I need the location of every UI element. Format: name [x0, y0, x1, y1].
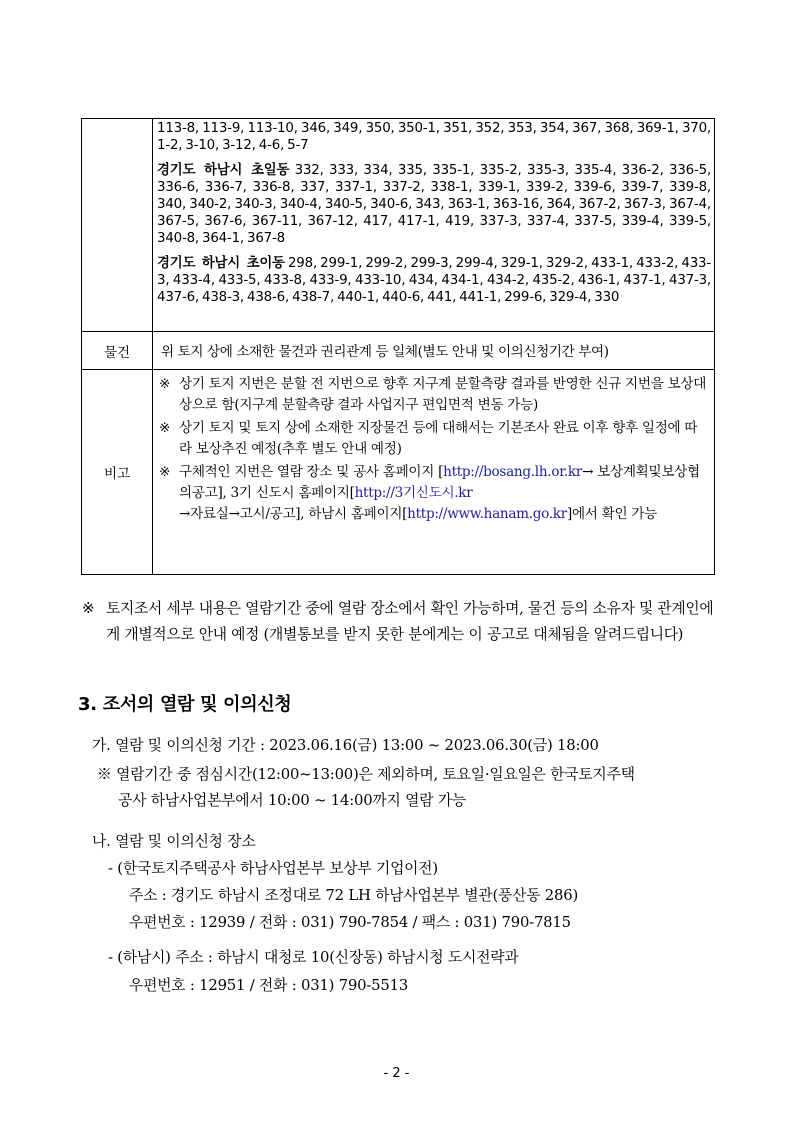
footnote	[82, 596, 722, 648]
page-number: - 2 -	[383, 1066, 410, 1081]
note3-part-b: → 보상계획및보상협의공고], 3기 신도시 홈페이지[	[179, 464, 700, 501]
hanam-city-link[interactable]: http://www.hanam.go.kr	[407, 506, 567, 522]
inspection-period-note-line-2: 공사 하남사업본부에서 10:00 ~ 14:00까지 열람 가능	[118, 792, 467, 809]
lots-choi2: 298, 299-1, 299-2, 299-3, 299-4, 329-1, 329-2, 433-1, 433-2, 433-3, 433-4, 433-5, 433-8, 433-9, 433-10, 434, 434-1, 434-2, 435-2, 436-1, 437-1, 437-3, 437-6, 438-3, 438-6, 438-7, 440-1, 440-6, 441, 441-1, 299-6, 329-4, 330	[157, 256, 711, 305]
goods-content: 위 토지 상에 소재한 물건과 권리관계 등 일체(별도 안내 및 이의신청기간 부여)	[153, 332, 715, 370]
note3-part-d: ]에서 확인 가능	[566, 506, 657, 522]
place-name-choi2: 경기도 하남시 초이동	[157, 256, 285, 271]
note3-part-c: →자료실→고시/공고], 하남시 홈페이지[	[179, 506, 408, 522]
goods-row	[82, 332, 715, 370]
inspection-place-heading: 나. 열람 및 이의신청 장소	[92, 833, 256, 850]
lots-choil: 332, 333, 334, 335, 335-1, 335-2, 335-3, 335-4, 336-2, 336-5, 336-6, 336-7, 336-8, 337, 337-1, 337-2, 338-1, 339-1, 339-2, 339-6, 339-7, 339-8, 340, 340-2, 340-3, 340-4, 340-5, 340-6, 343, 363-1, 363-16, 364, 367-2, 367-3, 367-4, 367-5, 367-6, 367-11, 367-12, 417, 417-1, 419, 337-3, 337-4, 337-5, 339-4, 339-5, 340-8, 364-1, 367-8	[157, 163, 712, 246]
remark-note-1-text: 상기 토지 지번은 분할 전 지번으로 향후 지구계 분할측량 결과를 반영한 신규 지번을 보상대상으로 함(지구계 분할측량 결과 사업지구 편입면적 변동 가능)	[179, 376, 707, 413]
remark-note-2	[159, 418, 710, 460]
section-3-title: 3. 조서의 열람 및 이의신청	[78, 694, 292, 715]
inspection-period-note-line-1: ※ 열람기간 중 점심시간(12:00~13:00)은 제외하며, 토요일·일요일은 한국토지주택	[97, 766, 635, 783]
lh-bosang-link[interactable]: http://bosang.lh.or.kr	[443, 464, 583, 480]
remark-note-3	[159, 462, 710, 525]
place-name-choil: 경기도 하남시 초일동	[157, 163, 290, 178]
new-town-link[interactable]: http://3기신도시.kr	[354, 485, 473, 501]
hanam-city-address: - (하남시) 주소 : 하남시 대청로 10(신장동) 하남시청 도시전략과	[108, 949, 519, 966]
reference-mark-icon: ※	[159, 464, 171, 480]
goods-label: 물건	[82, 332, 153, 370]
footnote-text: 토지조서 세부 내용은 열람기간 중에 열람 장소에서 확인 가능하며, 물건 등의 소유자 및 관계인에게 개별적으로 안내 예정 (개별통보를 받지 못한 분에게는 이 공고로 대체됨을 알려드립니다)	[106, 600, 714, 643]
remark-note-2-text: 상기 토지 및 토지 상에 소재한 지장물건 등에 대해서는 기본조사 완료 이후 향후 일정에 따라 보상추진 예정(추후 별도 안내 예정)	[179, 420, 698, 457]
remarks-cell	[153, 370, 715, 575]
lot-list-choil	[157, 162, 711, 247]
reference-mark-icon: ※	[159, 420, 171, 436]
note3-part-a: 구체적인 지번은 열람 장소 및 공사 홈페이지 [	[179, 464, 444, 480]
land-table	[81, 118, 715, 575]
reference-mark-icon: ※	[159, 376, 171, 392]
lh-office-title: - (한국토지주택공사 하남사업본부 보상부 기업이전)	[108, 860, 438, 877]
lot-list-continued: 113-8, 113-9, 113-10, 346, 349, 350, 350-1, 351, 352, 353, 354, 367, 368, 369-1, 370, 1-2, 3-10, 3-12, 4-6, 5-7	[157, 121, 711, 153]
remarks-row	[82, 370, 715, 575]
remark-note-3-text	[179, 462, 710, 525]
lh-office-contact: 우편번호 : 12939 / 전화 : 031) 790-7854 / 팩스 : 031) 790-7815	[129, 914, 571, 931]
remarks-label: 비고	[82, 370, 153, 575]
lot-list-choi2	[157, 255, 711, 306]
lh-office-address: 주소 : 경기도 하남시 조정대로 72 LH 하남사업본부 별관(풍산동 286)	[129, 887, 579, 904]
reference-mark-icon: ※	[82, 600, 95, 617]
land-lots-row	[82, 119, 715, 332]
remark-note-1	[159, 374, 710, 416]
hanam-city-contact: 우편번호 : 12951 / 전화 : 031) 790-5513	[129, 977, 409, 994]
land-lots-cell	[153, 119, 715, 332]
land-lots-label	[82, 119, 153, 332]
inspection-period: 가. 열람 및 이의신청 기간 : 2023.06.16(금) 13:00 ~ 2023.06.30(금) 18:00	[92, 737, 599, 754]
